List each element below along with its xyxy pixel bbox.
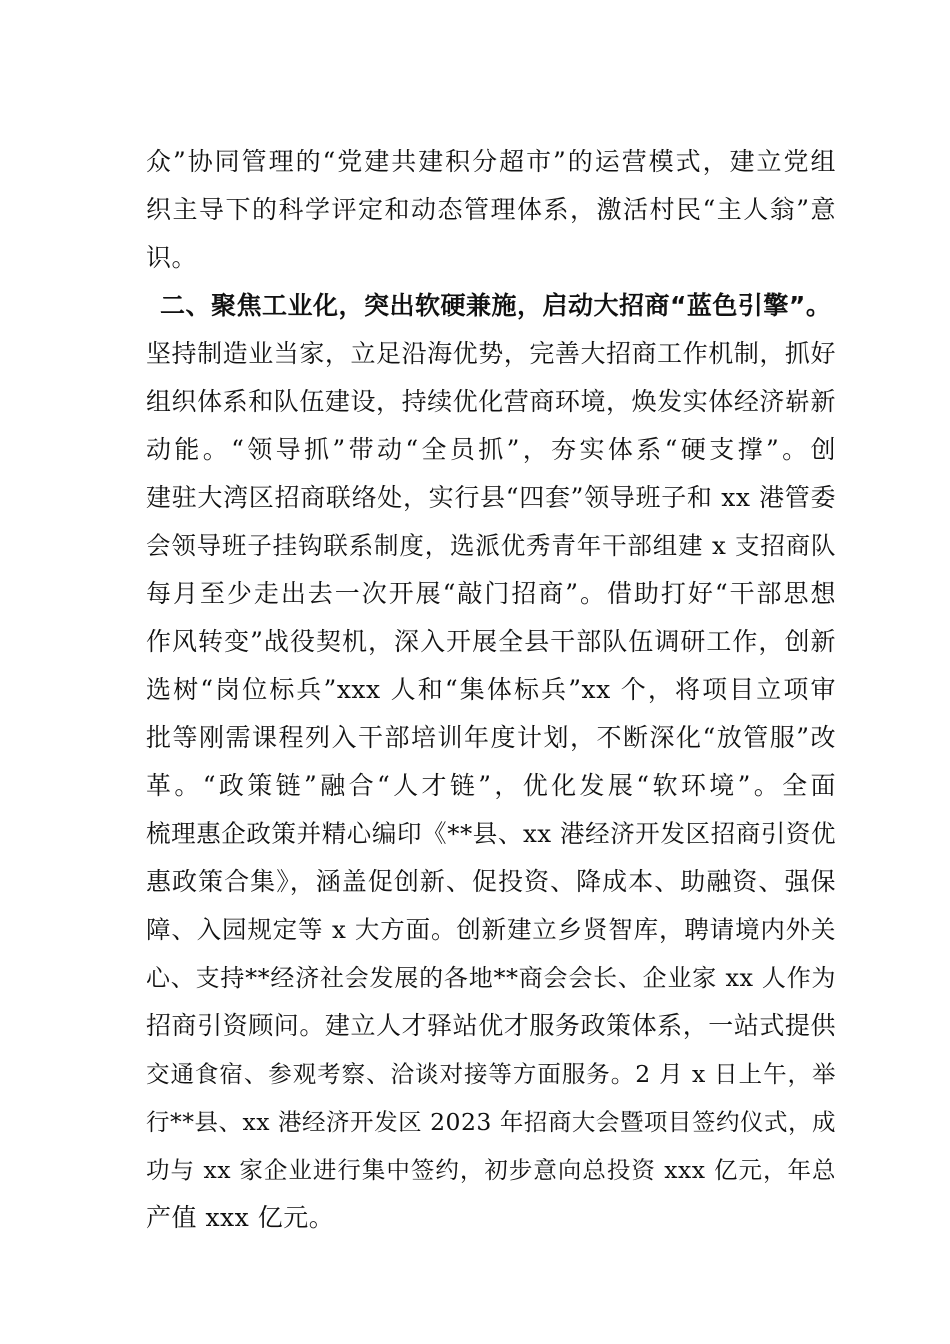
paragraph-line: 心、支持**经济社会发展的各地**商会会长、企业家 xx 人作为 <box>146 964 836 992</box>
paragraph-line: 每月至少走出去一次开展“敲门招商”。借助打好“干部思想 <box>146 579 836 608</box>
paragraph-line: 识。 <box>146 243 198 272</box>
section-heading: 二、聚焦工业化，突出软硬兼施，启动大招商“蓝色引擎”。 <box>160 291 832 320</box>
paragraph-line: 动能。“领导抓”带动“全员抓”，夯实体系“硬支撑”。创 <box>146 435 836 464</box>
paragraph-line: 组织体系和队伍建设，持续优化营商环境，焕发实体经济崭新 <box>146 387 836 416</box>
paragraph-line: 选树“岗位标兵”xxx 人和“集体标兵”xx 个，将项目立项审 <box>146 675 836 704</box>
paragraph-line: 作风转变”战役契机，深入开展全县干部队伍调研工作，创新 <box>146 627 836 656</box>
paragraph-line: 行**县、xx 港经济开发区 2023 年招商大会暨项目签约仪式，成 <box>146 1108 836 1136</box>
paragraph-line: 建驻大湾区招商联络处，实行县“四套”领导班子和 xx 港管委 <box>146 483 836 512</box>
paragraph-line: 梳理惠企政策并精心编印《**县、xx 港经济开发区招商引资优 <box>146 819 836 848</box>
paragraph-line: 坚持制造业当家，立足沿海优势，完善大招商工作机制，抓好 <box>146 339 836 368</box>
paragraph-line: 织主导下的科学评定和动态管理体系，激活村民“主人翁”意 <box>146 195 836 224</box>
paragraph-line: 革。“政策链”融合“人才链”，优化发展“软环境”。全面 <box>146 771 836 800</box>
paragraph-line: 产值 xxx 亿元。 <box>146 1203 335 1232</box>
paragraph-line: 障、入园规定等 x 大方面。创新建立乡贤智库，聘请境内外关 <box>146 915 836 944</box>
paragraph-line: 会领导班子挂钩联系制度，选派优秀青年干部组建 x 支招商队 <box>146 531 836 560</box>
paragraph-line: 交通食宿、参观考察、洽谈对接等方面服务。2 月 x 日上午，举 <box>146 1060 836 1088</box>
paragraph-line: 惠政策合集》，涵盖促创新、促投资、降成本、助融资、强保 <box>146 867 836 896</box>
paragraph-line: 批等刚需课程列入干部培训年度计划，不断深化“放管服”改 <box>146 723 836 752</box>
paragraph-line: 功与 xx 家企业进行集中签约，初步意向总投资 xxx 亿元，年总 <box>146 1156 836 1184</box>
paragraph-line: 招商引资顾问。建立人才驿站优才服务政策体系，一站式提供 <box>146 1011 836 1040</box>
paragraph-line: 众”协同管理的“党建共建积分超市”的运营模式，建立党组 <box>146 147 836 176</box>
